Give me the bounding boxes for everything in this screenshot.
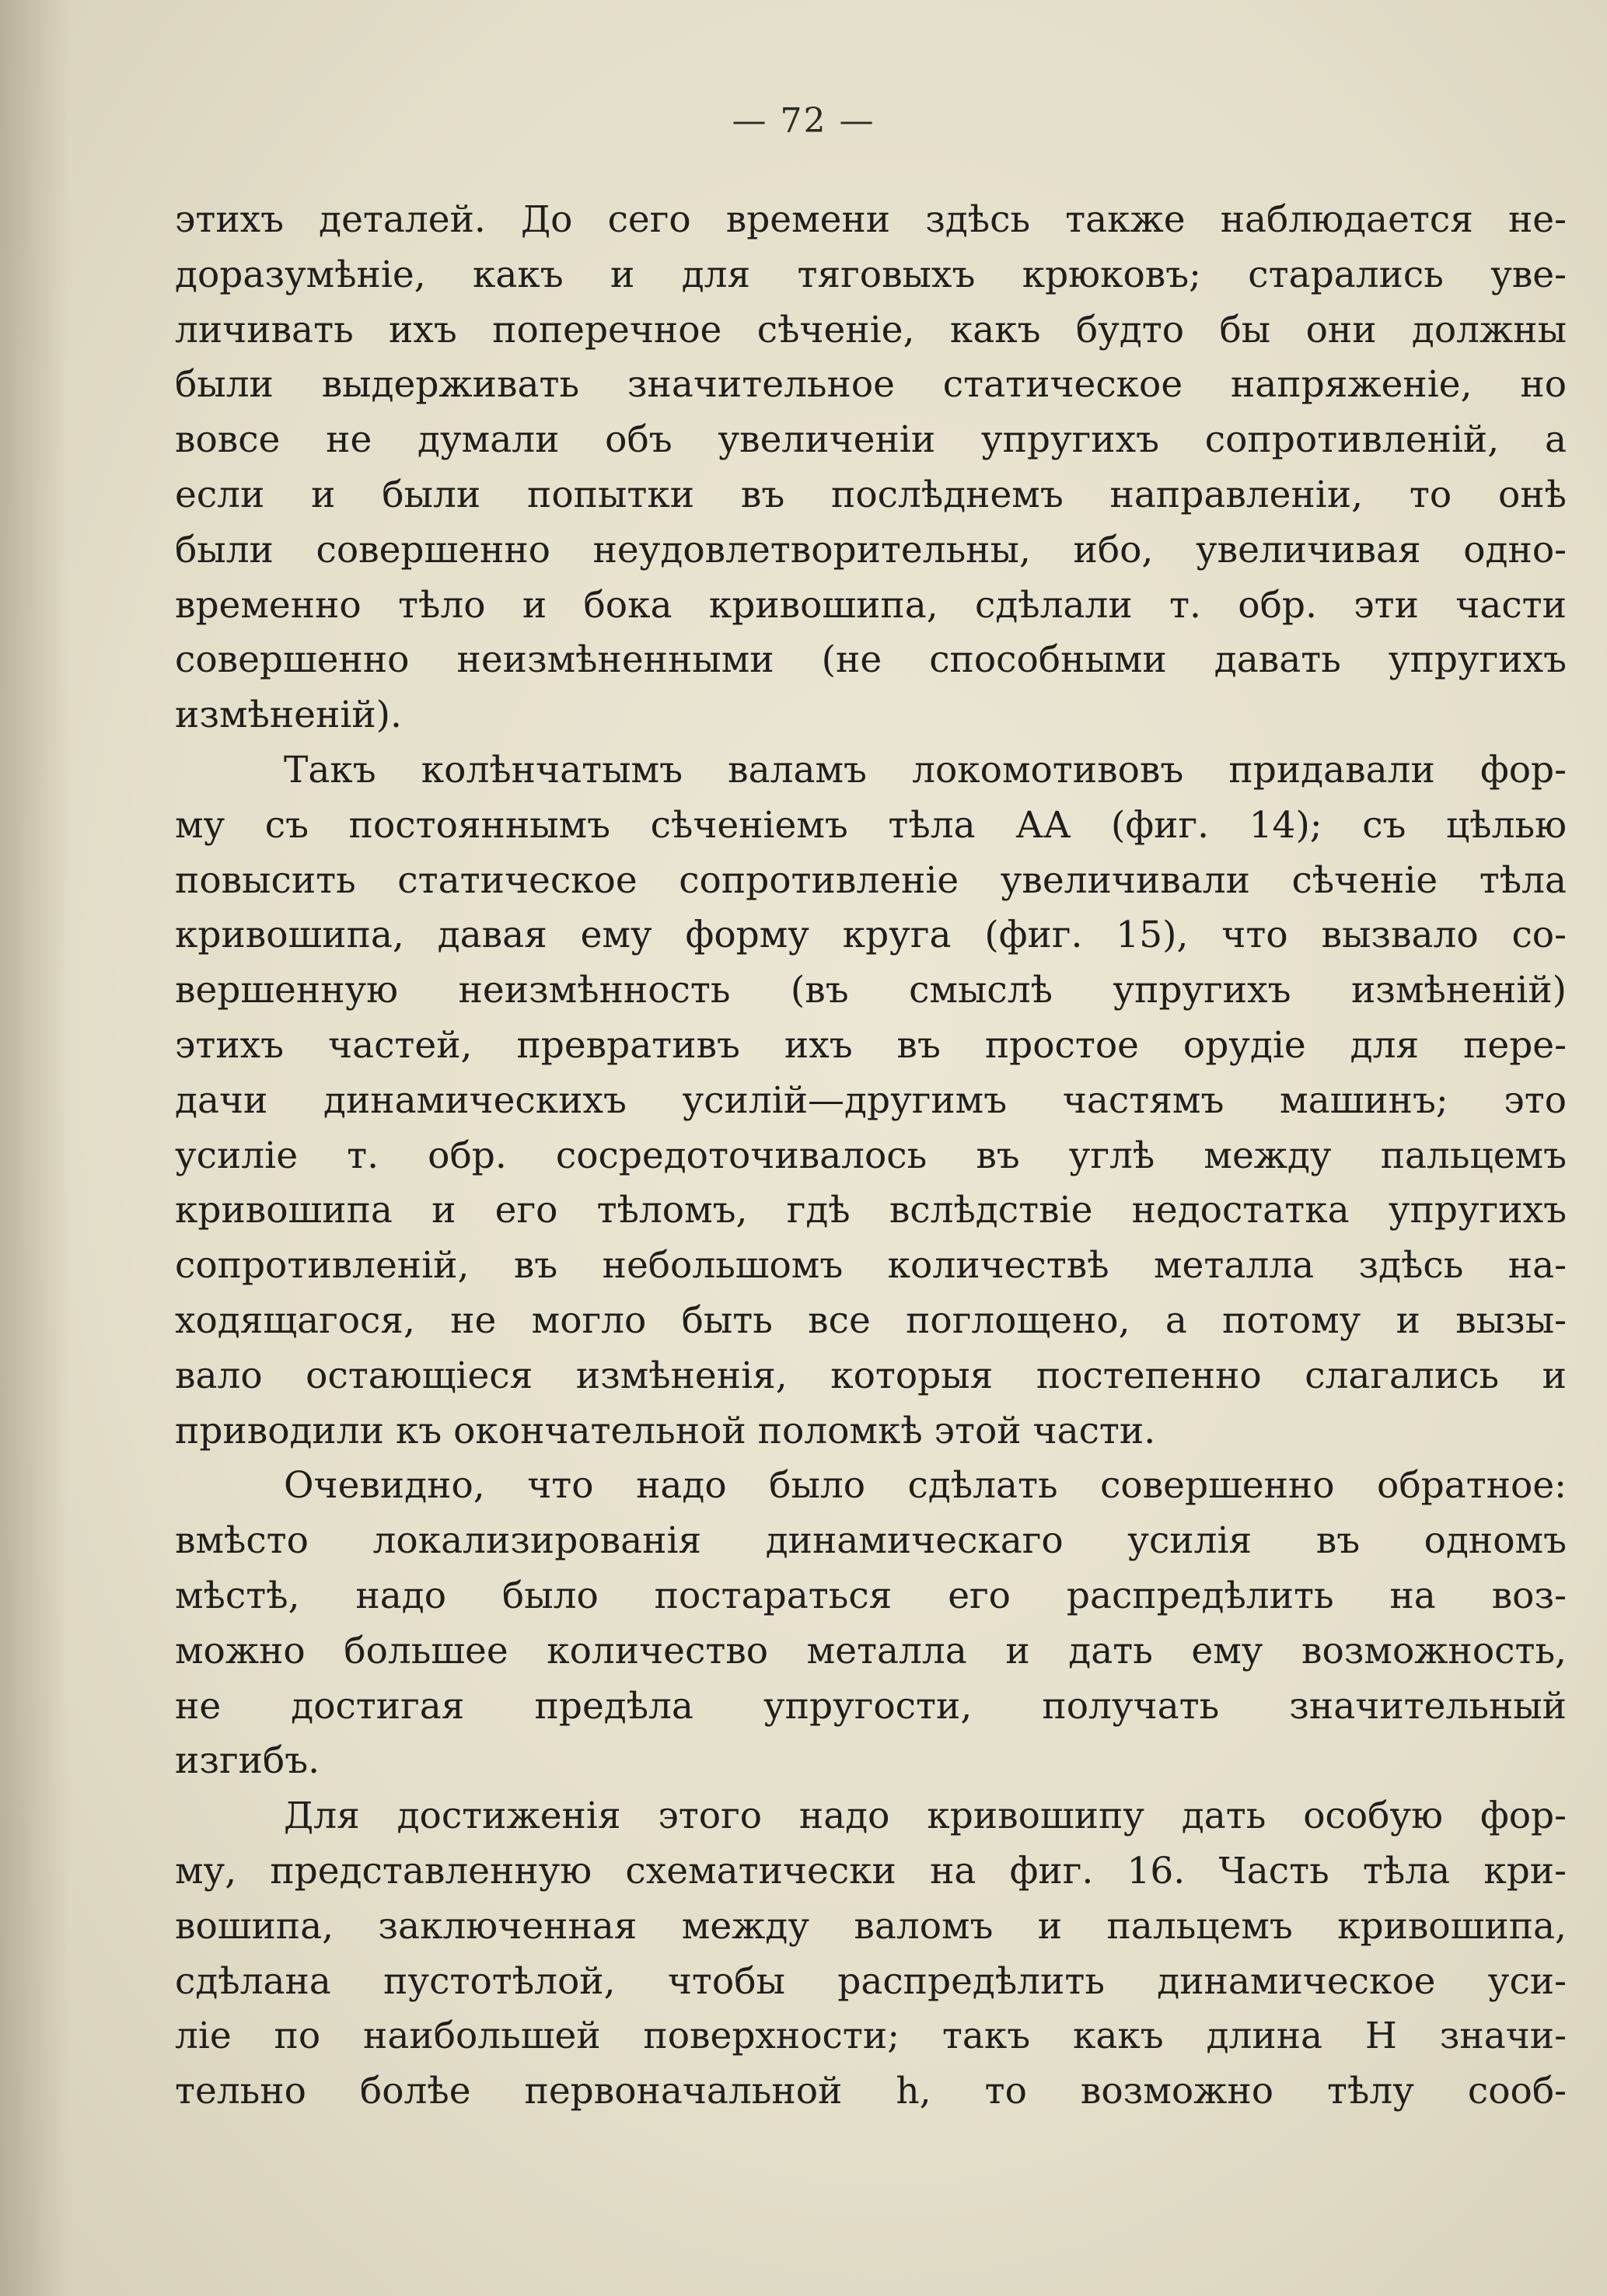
text-line: му, представленную схематически на фиг. 16. Часть тѣла кри- (175, 1849, 1567, 1892)
text-line: усиліе т. обр. сосредоточивалось въ углѣ между пальцемъ (175, 1134, 1567, 1177)
text-line: ходящагося, не могло быть все поглощено, а потому и вызы- (175, 1298, 1567, 1342)
text-line: можно большее количество металла и дать ему возможность, (175, 1629, 1567, 1672)
text-line: тельно болѣе первоначальной h, то возможно тѣлу сооб- (175, 2070, 1567, 2113)
text-line: если и были попытки въ послѣднемъ направленіи, то онѣ (175, 473, 1567, 516)
page-edge-shadow (0, 0, 70, 2296)
text-line: кривошипа, давая ему форму круга (фиг. 15), что вызвало со- (175, 914, 1567, 957)
text-line: этихъ частей, превративъ ихъ въ простое орудіе для пере- (175, 1023, 1567, 1067)
body-text (175, 193, 1567, 2120)
text-line: кривошипа и его тѣломъ, гдѣ вслѣдствіе недостатка упругихъ (175, 1189, 1567, 1232)
paragraph-start-line: Такъ колѣнчатымъ валамъ локомотивовъ придавали фор- (284, 748, 1567, 792)
text-line: не достигая предѣла упругости, получать значительный (175, 1684, 1567, 1728)
text-line: повысить статическое сопротивленіе увеличивали сѣченіе тѣла (175, 858, 1567, 902)
text-line: сдѣлана пустотѣлой, чтобы распредѣлить динамическое уси- (175, 1959, 1567, 2003)
text-line: вершенную неизмѣнность (въ смыслѣ упругихъ измѣненій) (175, 969, 1567, 1012)
text-line: совершенно неизмѣненными (не способными давать упругихъ (175, 638, 1567, 682)
text-line: сопротивленій, въ небольшомъ количествѣ металла здѣсь на- (175, 1244, 1567, 1288)
text-line: измѣненій). (175, 694, 402, 737)
text-line: ліе по наибольшей поверхности; такъ какъ длина Н значи- (175, 2015, 1567, 2058)
text-line: мѣстѣ, надо было постараться его распредѣлить на воз- (175, 1574, 1567, 1617)
text-line: этихъ деталей. До сего времени здѣсь также наблюдается не- (175, 198, 1567, 241)
text-line: изгибъ. (175, 1739, 320, 1783)
text-line: были совершенно неудовлетворительны, ибо, увеличивая одно- (175, 528, 1567, 571)
text-line: были выдерживать значительное статическое напряженіе, но (175, 363, 1567, 407)
text-line: вало остающіеся измѣненія, которыя постепенно слагались и (175, 1354, 1567, 1397)
page-number: — 72 — (732, 101, 875, 141)
text-line: дачи динамическихъ усилій—другимъ частямъ машинъ; это (175, 1078, 1567, 1122)
text-line: доразумѣніе, какъ и для тяговыхъ крюковъ; старались уве- (175, 253, 1567, 296)
text-line: приводили къ окончательной поломкѣ этой части. (175, 1409, 1156, 1452)
text-line: личивать ихъ поперечное сѣченіе, какъ будто бы они должны (175, 308, 1567, 351)
paragraph-start-line: Для достиженія этого надо кривошипу дать особую фор- (284, 1795, 1567, 1838)
text-line: временно тѣло и бока кривошипа, сдѣлали т. обр. эти части (175, 583, 1567, 627)
text-line: вовсе не думали объ увеличеніи упругихъ сопротивленій, а (175, 418, 1567, 462)
text-line: вмѣсто локализированія динамическаго усилія въ одномъ (175, 1519, 1567, 1563)
paragraph-start-line: Очевидно, что надо было сдѣлать совершенно обратное: (284, 1464, 1567, 1508)
text-line: вошипа, заключенная между валомъ и пальцемъ кривошипа, (175, 1904, 1567, 1948)
text-line: му съ постояннымъ сѣченіемъ тѣла АА (фиг. 14); съ цѣлью (175, 803, 1567, 847)
